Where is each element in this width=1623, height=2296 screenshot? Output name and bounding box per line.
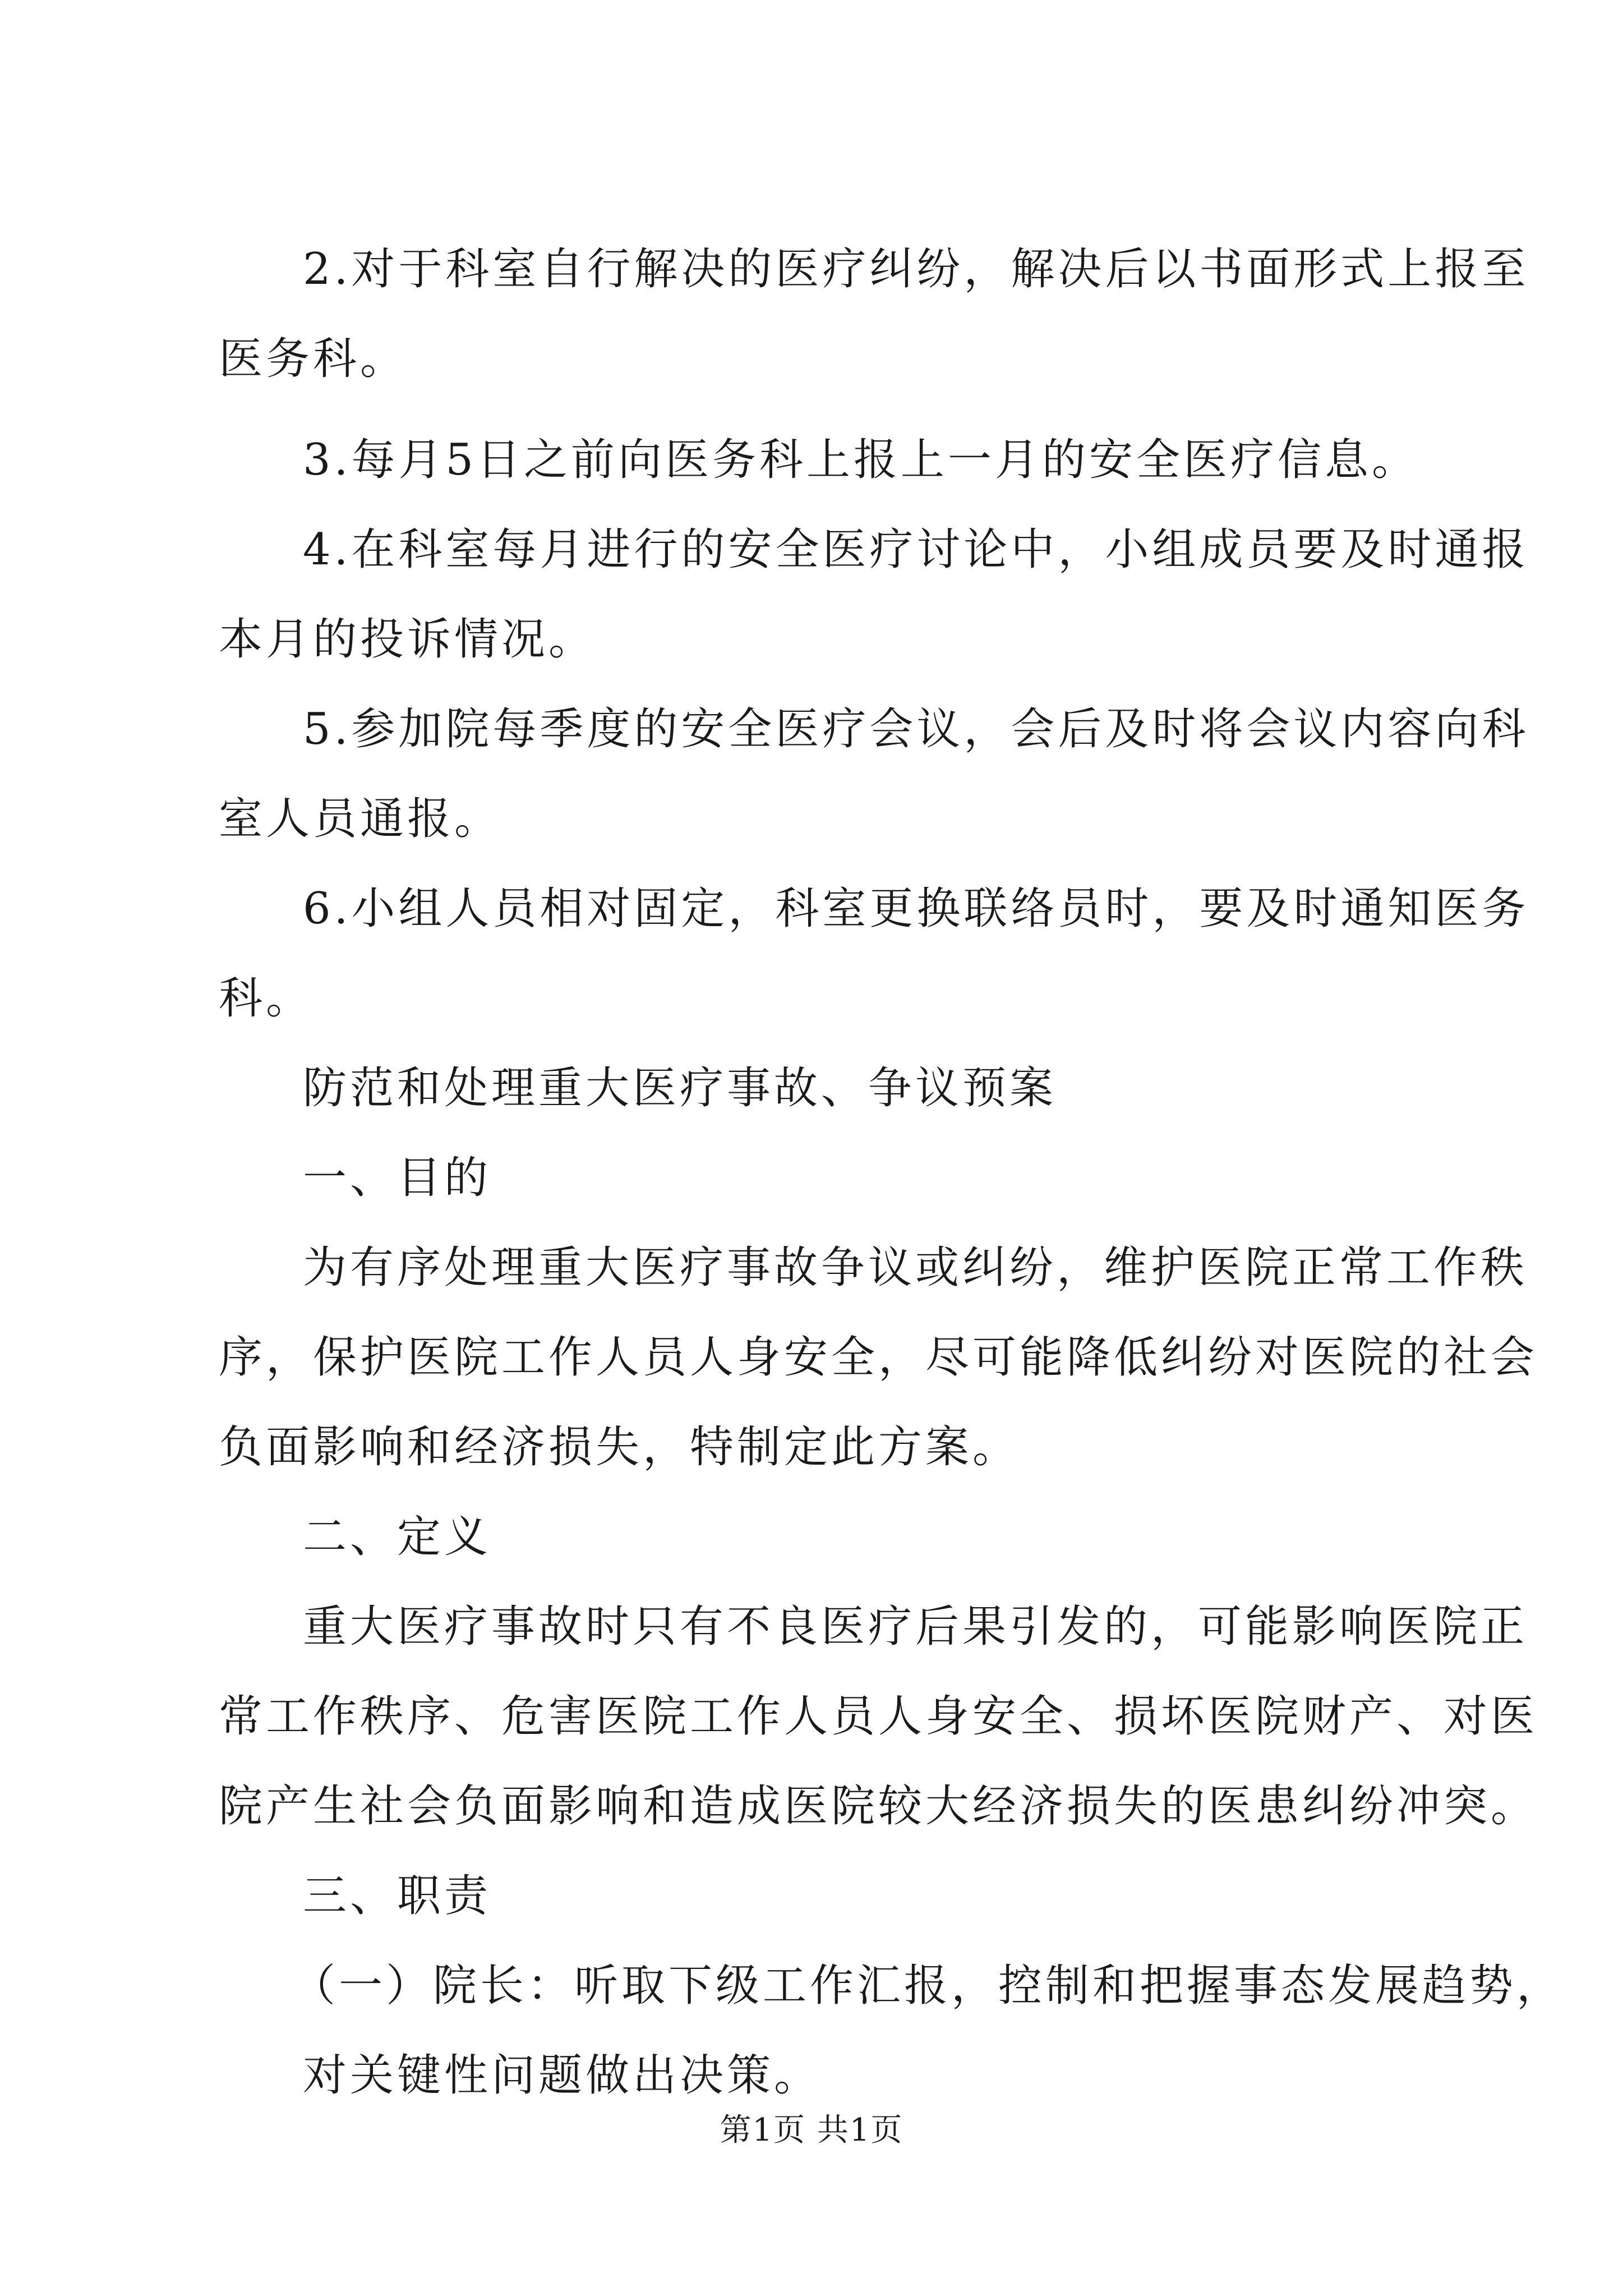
item-5-line-1: 5.参加院每季度的安全医疗会议，会后及时将会议内容向科 (303, 704, 1529, 754)
heading-purpose: 一、目的 (303, 1153, 492, 1203)
definition-line-1: 重大医疗事故时只有不良医疗后果引发的，可能影响医院正 (303, 1602, 1528, 1652)
item-4-line-1: 4.在科室每月进行的安全医疗讨论中，小组成员要及时通报 (303, 524, 1529, 575)
item-4-line-2: 本月的投诉情况。 (219, 614, 596, 665)
item-2-line-1: 2.对于科室自行解决的医疗纠纷，解决后以书面形式上报至 (303, 244, 1529, 295)
duties-line-1: （一）院长：听取下级工作汇报，控制和把握事态发展趋势， (292, 1961, 1564, 2011)
heading-duties: 三、职责 (303, 1871, 492, 1921)
purpose-line-1: 为有序处理重大医疗事故争议或纠纷，维护医院正常工作秩 (303, 1243, 1528, 1293)
plan-title: 防范和处理重大医疗事故、争议预案 (303, 1063, 1057, 1114)
item-6-line-2: 科。 (219, 973, 313, 1024)
page-footer: 第1页 共1页 (720, 2112, 903, 2148)
item-6-line-1: 6.小组人员相对固定，科室更换联络员时，要及时通知医务 (303, 884, 1529, 934)
item-2-line-2: 医务科。 (219, 334, 408, 384)
heading-definition: 二、定义 (303, 1512, 492, 1562)
duties-line-2: 对关键性问题做出决策。 (303, 2050, 822, 2101)
definition-line-3: 院产生社会负面影响和造成医院较大经济损失的医患纠纷冲突。 (219, 1781, 1538, 1832)
definition-line-2: 常工作秩序、危害医院工作人员人身安全、损坏医院财产、对医 (219, 1691, 1538, 1742)
purpose-line-3: 负面影响和经济损失，特制定此方案。 (219, 1422, 1020, 1473)
item-5-line-2: 室人员通报。 (219, 794, 502, 844)
item-3-line: 3.每月5日之前向医务科上报上一月的安全医疗信息。 (303, 435, 1419, 485)
purpose-line-2: 序，保护医院工作人员人身安全，尽可能降低纠纷对医院的社会 (219, 1332, 1538, 1383)
